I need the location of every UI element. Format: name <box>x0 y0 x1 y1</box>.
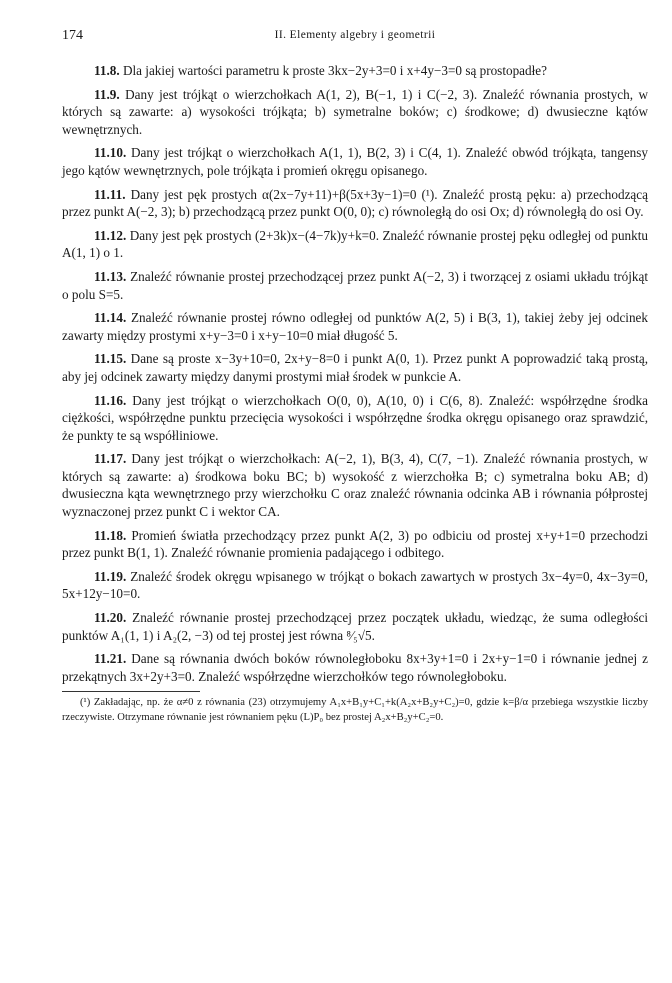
problem-number: 11.17. <box>94 451 127 467</box>
problem-11-17 <box>62 450 648 520</box>
problem-text: Znaleźć równanie prostej przechodzącej przez punkt A(−2, 3) i tworzącej z osiami układu trójkąt o polu S=5. <box>62 268 649 302</box>
problem-text: Dane są równania dwóch boków równoległoboku 8x+3y+1=0 i 2x+y−1=0 i równanie jednej z przekątnych 3x+2y+3=0. Znaleźć współrzędne wierzchołków tego równoległoboku. <box>62 651 649 684</box>
problem-text: Dany jest trójkąt o wierzchołkach O(0, 0), A(10, 0) i C(6, 8). Znaleźć: współrzędne środka ciężkości, współrzędne punktu przecięcia wysokości i współrzędne środka okręgu opisanego oraz sprawdzić, że punkty te są współliniowe. <box>62 392 648 443</box>
problem-number: 11.16. <box>94 392 127 408</box>
problem-number: 11.11. <box>94 186 126 202</box>
problem-11-19 <box>62 568 648 603</box>
problem-number: 11.15. <box>94 351 127 367</box>
page-number: 174 <box>62 28 83 43</box>
problem-11-11 <box>62 186 648 221</box>
problem-number: 11.20. <box>94 610 127 626</box>
problem-11-16 <box>62 392 648 445</box>
problem-number: 11.21. <box>94 651 127 667</box>
problem-text: Dany jest trójkąt o wierzchołkach A(1, 1), B(2, 3) i C(4, 1). Znaleźć obwód trójkąta, tangensy jego kątów wewnętrznych, pole trójkąta i promień okręgu opisanego. <box>62 145 648 178</box>
problem-text: Dany jest trójkąt o wierzchołkach: A(−2, 1), B(3, 4), C(7, −1). Znaleźć równania prostych, w których są zawarte: a) środkowa boku BC; b) wysokość z wierzchołka B; c) symetralna boku AB; d) dwusieczna kąta wewnętrznego przy wierzchołku C oraz znaleźć równania odcinka AB i równania półprostej wyznaczonej przez punkt C i wektor CA. <box>62 451 648 520</box>
problem-text: Znaleźć równanie prostej przechodzącej przez początek układu, wiedząc, że suma odległości punktów A₁(1, 1) i A₂(2, −3) od tej prostej jest równa ⁸⁄₅√5. <box>62 610 649 643</box>
footnote-divider <box>62 691 200 692</box>
problem-text: Dane są proste x−3y+10=0, 2x+y−8=0 i punkt A(0, 1). Przez punkt A poprowadzić taką prostą, aby jej odcinek zawarty między danymi prostymi miał środek w punkcie A. <box>62 351 649 384</box>
problem-number: 11.12. <box>94 227 127 243</box>
problem-number: 11.19. <box>94 568 127 584</box>
problem-number: 11.9. <box>94 86 120 102</box>
problem-number: 11.13. <box>94 268 127 284</box>
problem-number: 11.18. <box>94 527 127 543</box>
problem-text: Dla jakiej wartości parametru k proste 3kx−2y+3=0 i x+4y−3=0 są prostopadłe? <box>122 63 547 78</box>
problem-11-15 <box>62 350 648 385</box>
problem-text: Dany jest trójkąt o wierzchołkach A(1, 2), B(−1, 1) i C(−2, 3). Znaleźć równania prostych, w których są zawarte: a) wysokości trójkąta; b) symetralne boków; c) środkowe; d) dwusieczne kątów wewnętrznych. <box>62 86 648 137</box>
problem-11-9 <box>62 86 648 139</box>
problem-11-13 <box>62 268 648 303</box>
problem-text: Dany jest pęk prostych α(2x−7y+11)+β(5x+3y−1)=0 (¹). Znaleźć prostą pęku: a) przechodzącą przez punkt A(−2, 3); b) przechodzącą przez punkt O(0, 0); c) równoległą do osi Ox; d) równoległą do osi Oy. <box>62 186 648 220</box>
running-title: II. Elementy algebry i geometrii <box>274 29 436 41</box>
problem-text: Znaleźć środek okręgu wpisanego w trójkąt o bokach zawartych w prostych 3x−4y=0, 4x−3y=0, 5x+12y−10=0. <box>62 568 649 602</box>
problem-number: 11.10. <box>94 145 127 161</box>
problem-text: Znaleźć równanie prostej równo odległej od punktów A(2, 5) i B(3, 1), takiej żeby jej odcinek zawarty między prostymi x+y−3=0 i x+y−10=0 miał długość 5. <box>62 310 649 343</box>
document-page <box>62 28 648 725</box>
problem-11-14 <box>62 309 648 344</box>
problem-list <box>62 62 648 685</box>
problem-11-18 <box>62 527 648 562</box>
problem-text: Dany jest pęk prostych (2+3k)x−(4−7k)y+k=0. Znaleźć równanie prostej pęku odległej od punktu A(1, 1) o 1. <box>62 227 648 261</box>
footnote: (¹) Zakładając, np. że α≠0 z równania (23) otrzymujemy A₁x+B₁y+C₁+k(A₂x+B₂y+C₂)=0, gdzie k=β/α przebiega wszystkie liczby rzeczywiste. Otrzymane równanie jest równaniem pęku (L)P₀ bez prostej A₂x+B₂y+C₂=0. <box>62 697 648 723</box>
problem-text: Promień światła przechodzący przez punkt A(2, 3) po odbiciu od prostej x+y+1=0 przechodzi przez punkt B(1, 1). Znaleźć równanie promienia padającego i odbitego. <box>62 527 648 561</box>
problem-11-8 <box>62 62 648 80</box>
problem-11-20 <box>62 609 648 644</box>
problem-11-21 <box>62 650 648 685</box>
problem-number: 11.8. <box>94 63 120 78</box>
problem-11-12 <box>62 227 648 262</box>
running-header <box>62 28 648 50</box>
problem-number: 11.14. <box>94 310 127 326</box>
problem-11-10 <box>62 144 648 179</box>
